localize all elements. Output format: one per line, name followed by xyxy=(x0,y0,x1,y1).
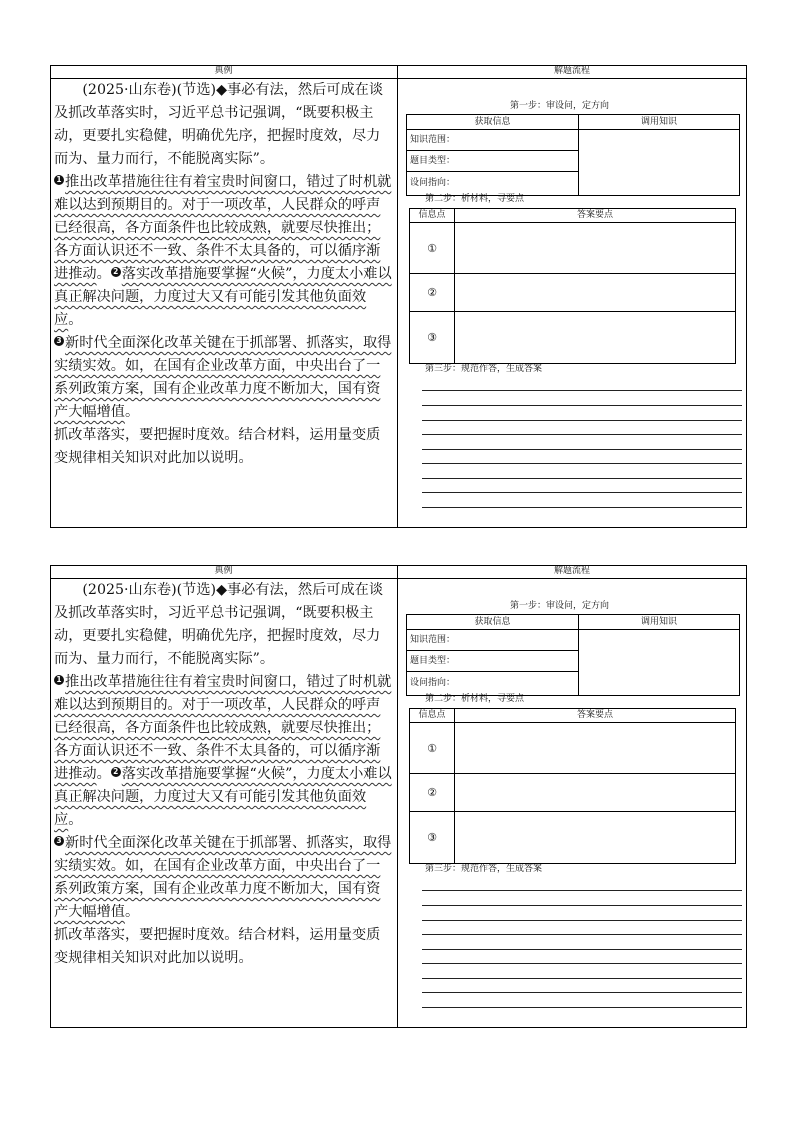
info-point-2: ② xyxy=(410,774,455,812)
col-obtain-info: 获取信息 xyxy=(407,115,579,130)
col-info-point: 信息点 xyxy=(410,209,455,223)
material-table xyxy=(409,208,736,364)
example-intro: (2025·山东卷)(节选)◆事必有法，然后可成在谈及抓改革落实时，习近平总书记强调，“既要积极主动，更要扎实稳健，明确优先序，把握时度效，尽力而为、量力而行，不能脱离实际”。 xyxy=(54,582,384,667)
header-example: 典例 xyxy=(214,566,233,576)
step-2-title: 第二步：析材料，寻要点 xyxy=(425,694,525,704)
col-apply-knowledge: 调用知识 xyxy=(579,615,739,630)
col-obtain-info: 获取信息 xyxy=(407,615,579,630)
material-segment-2: 落实改革措施要掌握“火候”，力度太小难以真正解决问题，力度过大又有可能引发其他负面效应 xyxy=(54,766,392,828)
example-question: 抓改革落实，要把握时度效。结合材料，运用量变质变规律相关知识对此加以说明。 xyxy=(54,927,381,966)
marker-2-icon: 2 xyxy=(111,267,121,277)
answer-line[interactable] xyxy=(422,934,742,935)
column-divider xyxy=(397,565,398,1028)
example-text xyxy=(54,579,394,970)
step-3-title: 第三步：规范作答，生成答案 xyxy=(425,364,543,374)
question-type-field[interactable]: 题目类型： xyxy=(407,651,579,672)
answer-line[interactable] xyxy=(422,449,742,450)
material-segment-1: 推出改革措施往往有着宝贵时间窗口，错过了时机就难以达到预期目的。对于一项改革，人民群众的呼声已经很高，各方面条件也比较成熟，就要尽快推出；各方面认识还不一致、条件不太具备的，可以循序渐进推动 xyxy=(54,174,392,282)
exercise-block-2 xyxy=(50,565,747,1028)
column-divider xyxy=(397,65,398,528)
knowledge-scope-field[interactable]: 知识范围： xyxy=(407,130,579,151)
answer-cell-3[interactable] xyxy=(455,312,735,363)
material-table xyxy=(409,708,736,864)
example-text xyxy=(54,79,394,470)
answer-line[interactable] xyxy=(422,890,742,891)
info-point-1: ① xyxy=(410,723,455,774)
answer-line[interactable] xyxy=(422,463,742,464)
analysis-table xyxy=(406,114,740,196)
answer-line[interactable] xyxy=(422,1007,742,1008)
col-answer-point: 答案要点 xyxy=(455,209,735,223)
marker-1-icon: 1 xyxy=(54,675,64,685)
info-point-1: ① xyxy=(410,223,455,274)
example-intro: (2025·山东卷)(节选)◆事必有法，然后可成在谈及抓改革落实时，习近平总书记强调，“既要积极主动，更要扎实稳健，明确优先序，把握时度效，尽力而为、量力而行，不能脱离实际”。 xyxy=(54,82,384,167)
marker-3-icon: 3 xyxy=(54,336,64,346)
answer-cell-1[interactable] xyxy=(455,223,735,274)
answer-line[interactable] xyxy=(422,507,742,508)
question-direction-field[interactable]: 设问指向： xyxy=(407,672,579,695)
answer-line[interactable] xyxy=(422,420,742,421)
example-material: 1 推出改革措施往往有着宝贵时间窗口，错过了时机就难以达到预期目的。对于一项改革，人民群众的呼声已经很高，各方面条件也比较成熟，就要尽快推出；各方面认识还不一致、条件不太具备的，可以循序渐进推动。 2 落实改革措施要掌握“火候”，力度太小难以真正解决问题，力度过大又有可能引发其他负面效应。 xyxy=(54,174,392,328)
header-example: 典例 xyxy=(214,66,233,76)
answer-line[interactable] xyxy=(422,978,742,979)
answer-line[interactable] xyxy=(422,390,742,391)
answer-line[interactable] xyxy=(422,992,742,993)
answer-line[interactable] xyxy=(422,963,742,964)
step-2-title: 第二步：析材料，寻要点 xyxy=(425,194,525,204)
answer-cell-2[interactable] xyxy=(455,774,735,812)
answer-cell-3[interactable] xyxy=(455,812,735,863)
col-apply-knowledge: 调用知识 xyxy=(579,115,739,130)
marker-2-icon: 2 xyxy=(111,767,121,777)
marker-3-icon: 3 xyxy=(54,836,64,846)
knowledge-scope-field[interactable]: 知识范围： xyxy=(407,630,579,651)
info-point-2: ② xyxy=(410,274,455,312)
exercise-block-1 xyxy=(50,65,747,528)
answer-line[interactable] xyxy=(422,478,742,479)
material-segment-1: 推出改革措施往往有着宝贵时间窗口，错过了时机就难以达到预期目的。对于一项改革，人民群众的呼声已经很高，各方面条件也比较成熟，就要尽快推出；各方面认识还不一致、条件不太具备的，可以循序渐进推动 xyxy=(54,674,392,782)
example-material-3: 3 新时代全面深化改革关键在于抓部署、抓落实，取得实绩实效。如，在国有企业改革方面，中央出台了一系列政策方案，国有企业改革力度不断加大，国有资产大幅增值。 xyxy=(54,335,392,420)
step-3-title: 第三步：规范作答，生成答案 xyxy=(425,864,543,874)
marker-1-icon: 1 xyxy=(54,175,64,185)
analysis-table xyxy=(406,614,740,696)
info-point-3: ③ xyxy=(410,312,455,363)
answer-line[interactable] xyxy=(422,920,742,921)
material-segment-3: 新时代全面深化改革关键在于抓部署、抓落实，取得实绩实效。如，在国有企业改革方面，中央出台了一系列政策方案，国有企业改革力度不断加大，国有资产大幅增值 xyxy=(54,835,392,920)
answer-line[interactable] xyxy=(422,492,742,493)
col-info-point: 信息点 xyxy=(410,709,455,723)
question-type-field[interactable]: 题目类型： xyxy=(407,151,579,172)
material-segment-3: 新时代全面深化改革关键在于抓部署、抓落实，取得实绩实效。如，在国有企业改革方面，中央出台了一系列政策方案，国有企业改革力度不断加大，国有资产大幅增值 xyxy=(54,335,392,420)
example-material: 1 推出改革措施往往有着宝贵时间窗口，错过了时机就难以达到预期目的。对于一项改革，人民群众的呼声已经很高，各方面条件也比较成熟，就要尽快推出；各方面认识还不一致、条件不太具备的，可以循序渐进推动。 2 落实改革措施要掌握“火候”，力度太小难以真正解决问题，力度过大又有可能引发其他负面效应。 xyxy=(54,674,392,828)
answer-line[interactable] xyxy=(422,949,742,950)
example-material-3: 3 新时代全面深化改革关键在于抓部署、抓落实，取得实绩实效。如，在国有企业改革方面，中央出台了一系列政策方案，国有企业改革力度不断加大，国有资产大幅增值。 xyxy=(54,835,392,920)
question-direction-field[interactable]: 设问指向： xyxy=(407,172,579,195)
example-question: 抓改革落实，要把握时度效。结合材料，运用量变质变规律相关知识对此加以说明。 xyxy=(54,427,381,466)
info-point-3: ③ xyxy=(410,812,455,863)
answer-cell-2[interactable] xyxy=(455,274,735,312)
material-segment-2: 落实改革措施要掌握“火候”，力度太小难以真正解决问题，力度过大又有可能引发其他负面效应 xyxy=(54,266,392,328)
answer-line[interactable] xyxy=(422,434,742,435)
answer-line[interactable] xyxy=(422,405,742,406)
header-flow: 解题流程 xyxy=(553,66,590,76)
header-flow: 解题流程 xyxy=(553,566,590,576)
step-1-title: 第一步：审设问，定方向 xyxy=(510,101,610,111)
col-answer-point: 答案要点 xyxy=(455,709,735,723)
answer-line[interactable] xyxy=(422,905,742,906)
answer-cell-1[interactable] xyxy=(455,723,735,774)
step-1-title: 第一步：审设问，定方向 xyxy=(510,601,610,611)
